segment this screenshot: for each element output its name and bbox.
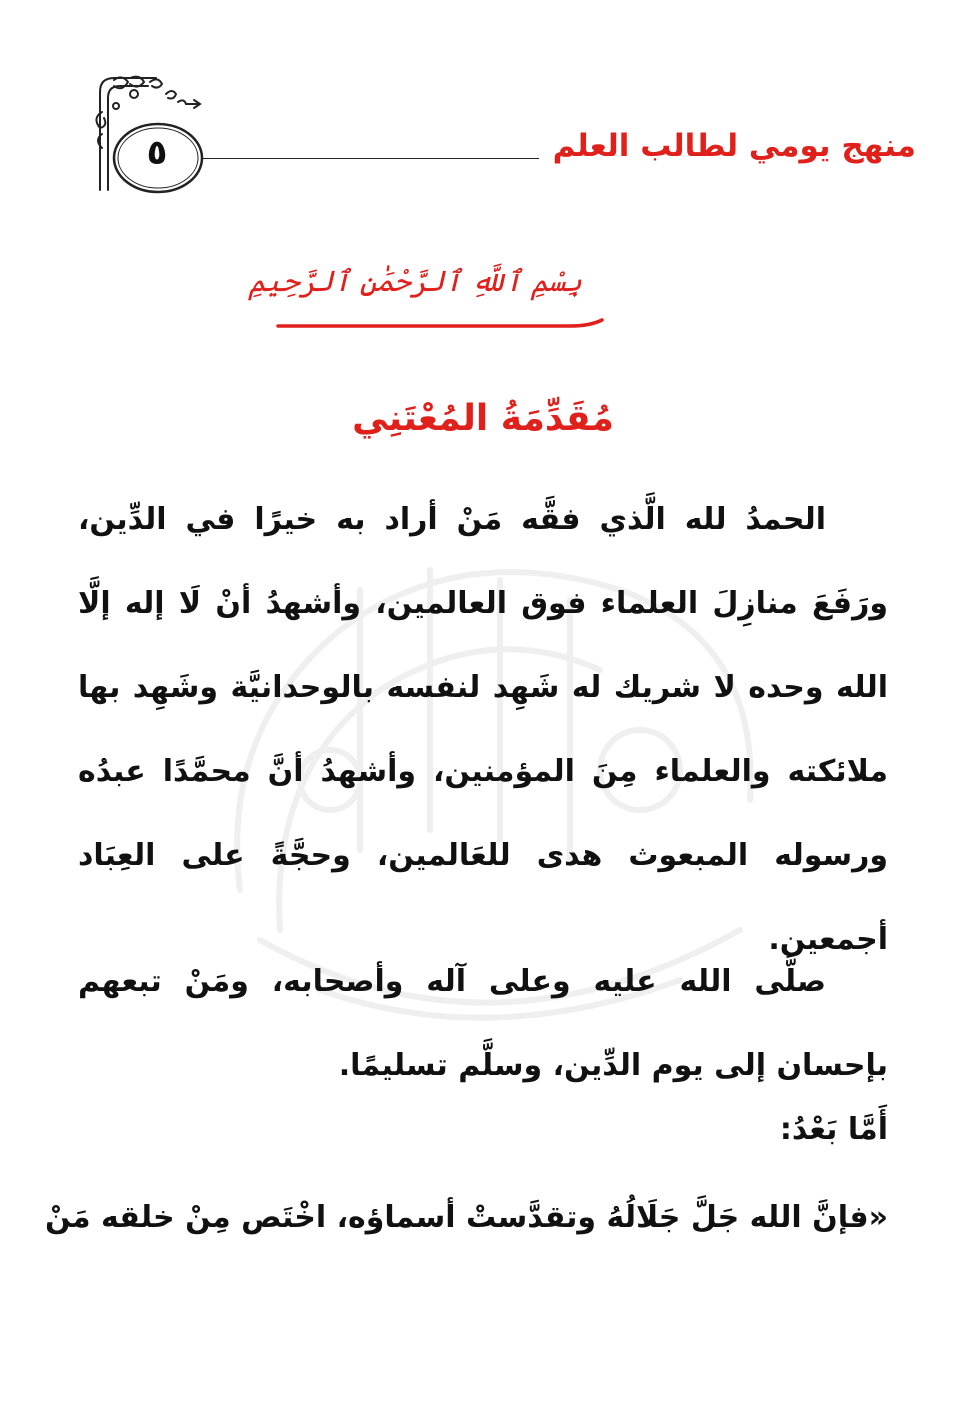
body-text-2 xyxy=(78,940,888,1108)
amma-bad-heading: أَمَّا بَعْدُ: xyxy=(779,1112,888,1147)
section-heading: مُقَدِّمَةُ المُعْتَنِي xyxy=(352,398,614,439)
salutation-paragraph: صلَّى الله عليه وعلى آله وأصحابه، ومَنْ تبعهم بإحسان إلى يوم الدِّين، وسلَّم تسليمًا. xyxy=(78,964,888,1083)
basmala xyxy=(248,258,670,338)
page-number: ٥ xyxy=(146,133,168,173)
header-divider xyxy=(203,158,539,159)
body-text xyxy=(78,478,888,982)
introduction-paragraph: الحمدُ لله الَّذي فقَّه مَنْ أراد به خيرًا في الدِّين، ورَفَعَ منازِلَ العلماء فوق العالمين، وأشهدُ أنْ لَا إله إلَّا الله وحده لا شريك له شَهِد لنفسه بالوحدانيَّة وشَهِد بها ملائكته والعلماء مِنَ المؤمنين، وأشهدُ أنَّ محمَّدًا عبدُه ورسوله المبعوث هدى للعَالمين، وحجَّةً على العِبَاد أجمعين. xyxy=(78,502,888,957)
continuation-line: «فإنَّ الله جَلَّ جَلَالُهُ وتقدَّستْ أسماؤه، اخْتَص مِنْ خلقه مَنْ xyxy=(44,1200,888,1235)
running-header-title: منهج يومي لطالب العلم xyxy=(552,128,916,164)
basmala-text: بِسْمِ ٱللَّهِ ٱلرَّحْمَٰنِ ٱلرَّحِيمِ xyxy=(248,264,582,298)
basmala-underline xyxy=(270,314,670,334)
